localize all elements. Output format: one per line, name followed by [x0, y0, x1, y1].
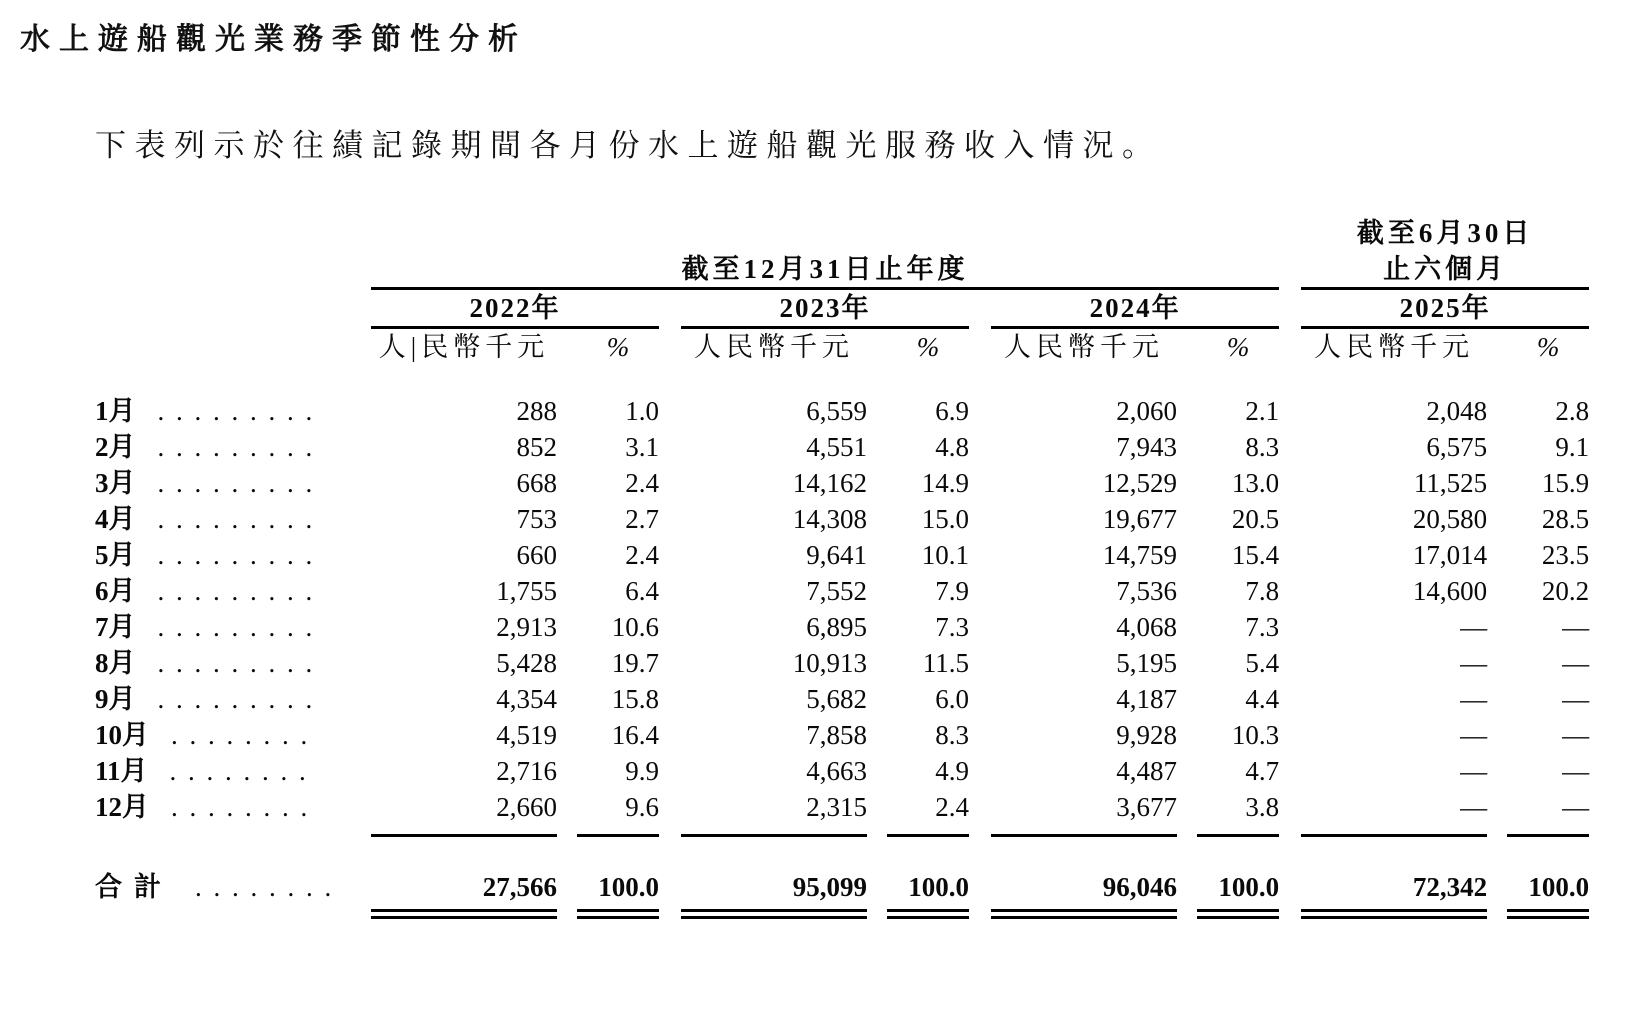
spacer-row: [95, 365, 1589, 393]
table-row-apr: [95, 501, 1589, 537]
pct-2023: 15.0: [921, 504, 969, 534]
total-value-2023: 95,099: [792, 872, 867, 902]
dot-leader: . . . . . . . . .: [157, 540, 315, 570]
month-label: 1月: [95, 396, 136, 426]
table-row-sep: [95, 681, 1589, 717]
percent-unit-2025: %: [1536, 332, 1560, 362]
value-2024: 7,536: [1116, 576, 1177, 606]
single-rule: [1301, 825, 1487, 837]
year-header-2023: 2023年: [681, 289, 969, 328]
value-2025-emdash: —: [1460, 612, 1488, 642]
dot-leader: . . . . . . . .: [169, 756, 309, 786]
pct-2025-emdash: —: [1562, 648, 1590, 678]
single-rule: [1197, 825, 1279, 837]
pct-2023: 14.9: [921, 468, 969, 498]
double-rule: [887, 905, 969, 919]
pct-2024: 20.5: [1231, 504, 1280, 534]
pct-2022: 2.4: [625, 540, 659, 570]
value-2024: 5,195: [1116, 648, 1177, 678]
value-2022: 753: [516, 504, 557, 534]
table-row-jun: [95, 573, 1589, 609]
value-2023: 14,162: [792, 468, 867, 498]
pct-2025-emdash: —: [1562, 756, 1590, 786]
pct-2022: 15.8: [611, 684, 659, 714]
pct-2023: 7.9: [935, 576, 969, 606]
double-rule: [371, 905, 557, 919]
value-2022: 4,354: [496, 684, 557, 714]
pct-2024: 10.3: [1231, 720, 1280, 750]
intro-paragraph: 下表列示於往績記錄期間各月份水上遊船觀光服務收入情況。: [95, 128, 1162, 163]
percent-unit-2022: %: [606, 332, 630, 362]
double-rule: [991, 905, 1177, 919]
total-pct-2025: 100.0: [1528, 872, 1590, 902]
pct-2022: 10.6: [611, 612, 659, 642]
value-2022: 852: [516, 432, 557, 462]
pct-2024: 15.4: [1231, 540, 1280, 570]
value-2022: 4,519: [496, 720, 557, 750]
pct-2022: 6.4: [625, 576, 659, 606]
dot-leader: . . . . . . . .: [171, 792, 310, 822]
pct-2024: 13.0: [1231, 468, 1280, 498]
interim-header-line2: 止六個月: [1383, 254, 1508, 284]
pct-2024: 5.4: [1245, 648, 1280, 678]
pct-2023: 4.9: [935, 756, 969, 786]
dot-leader: . . . . . . . . .: [157, 396, 315, 426]
value-2025: 6,575: [1426, 432, 1488, 462]
value-2022: 288: [516, 396, 557, 426]
double-rule: [681, 905, 867, 919]
value-2025-emdash: —: [1460, 792, 1488, 822]
value-2023: 5,682: [806, 684, 867, 714]
value-2025: 20,580: [1412, 504, 1488, 534]
dot-leader: . . . . . . . . .: [157, 468, 315, 498]
value-2022: 660: [516, 540, 557, 570]
pct-2024: 7.3: [1245, 612, 1280, 642]
pct-2024: 4.7: [1245, 756, 1280, 786]
value-2023: 7,858: [806, 720, 867, 750]
total-pct-2024: 100.0: [1218, 872, 1280, 902]
value-2022: 2,913: [496, 612, 557, 642]
value-2024: 4,487: [1116, 756, 1177, 786]
single-rule-row: [95, 825, 1589, 837]
pct-2022: 2.4: [625, 468, 659, 498]
value-2023: 7,552: [806, 576, 867, 606]
month-label: 5月: [95, 540, 136, 570]
value-2022: 5,428: [496, 648, 557, 678]
annual-period-header: 截至12月31日止年度: [371, 215, 1279, 289]
total-value-2025: 72,342: [1412, 872, 1488, 902]
pct-2023: 2.4: [935, 792, 969, 822]
pct-2022: 19.7: [611, 648, 659, 678]
value-2025-emdash: —: [1460, 684, 1488, 714]
pct-2024: 2.1: [1245, 396, 1280, 426]
pct-2025: 9.1: [1555, 432, 1590, 462]
currency-unit-2023: 人民幣千元: [694, 332, 854, 362]
double-rule: [1301, 905, 1487, 919]
group-header-row: [95, 215, 1589, 289]
double-rule: [577, 905, 659, 919]
table-row-dec: [95, 789, 1589, 825]
value-2023: 14,308: [792, 504, 867, 534]
page-title: 水上遊船觀光業務季節性分析: [20, 23, 527, 56]
single-rule: [371, 825, 557, 837]
value-2025: 14,600: [1412, 576, 1488, 606]
pct-2025-emdash: —: [1562, 792, 1590, 822]
total-value-2022: 27,566: [482, 872, 557, 902]
value-2023: 4,663: [806, 756, 867, 786]
value-2024: 19,677: [1102, 504, 1177, 534]
table-row-mar: [95, 465, 1589, 501]
pct-2022: 3.1: [625, 432, 659, 462]
year-header-2022: 2022年: [371, 289, 659, 328]
month-label: 4月: [95, 504, 136, 534]
value-2024: 9,928: [1116, 720, 1177, 750]
value-2023: 9,641: [806, 540, 867, 570]
pct-2023: 11.5: [922, 648, 969, 678]
pct-2024: 4.4: [1245, 684, 1280, 714]
pct-2023: 10.1: [921, 540, 969, 570]
percent-unit-2023: %: [916, 332, 940, 362]
single-rule: [681, 825, 867, 837]
month-label: 6月: [95, 576, 136, 606]
value-2022: 1,755: [496, 576, 557, 606]
dot-leader: . . . . . . . . .: [157, 504, 315, 534]
pct-2022: 9.9: [625, 756, 659, 786]
pct-2022: 9.6: [625, 792, 659, 822]
total-value-2024: 96,046: [1102, 872, 1177, 902]
value-2024: 3,677: [1116, 792, 1177, 822]
month-label: 8月: [95, 648, 136, 678]
table-row-feb: [95, 429, 1589, 465]
value-2023: 6,895: [806, 612, 867, 642]
pct-2024: 3.8: [1245, 792, 1280, 822]
double-rule: [1507, 905, 1589, 919]
single-rule: [991, 825, 1177, 837]
month-label: 2月: [95, 432, 136, 462]
dot-leader: . . . . . . . . .: [157, 612, 315, 642]
pct-2022: 2.7: [625, 504, 659, 534]
pct-2025: 2.8: [1555, 396, 1590, 426]
value-2024: 14,759: [1102, 540, 1177, 570]
double-rule-row: [95, 905, 1589, 919]
pct-2023: 6.9: [935, 396, 969, 426]
double-rule: [1197, 905, 1279, 919]
month-label: 7月: [95, 612, 136, 642]
value-2024: 7,943: [1116, 432, 1177, 462]
dot-leader: . . . . . . . . .: [157, 576, 315, 606]
unit-header-row: [95, 328, 1589, 366]
month-label: 12月: [95, 792, 149, 822]
currency-unit-2024: 人民幣千元: [1004, 332, 1164, 362]
dot-leader: . . . . . . . . .: [157, 648, 315, 678]
value-2024: 12,529: [1102, 468, 1177, 498]
value-2024: 4,068: [1116, 612, 1177, 642]
month-label: 10月: [95, 720, 149, 750]
currency-unit-2022: 人|民幣千元: [378, 332, 550, 362]
pct-2025-emdash: —: [1562, 684, 1590, 714]
value-2025-emdash: —: [1460, 756, 1488, 786]
value-2023: 4,551: [806, 432, 867, 462]
pct-2025: 28.5: [1541, 504, 1590, 534]
pct-2024: 8.3: [1245, 432, 1280, 462]
table-row-jul: [95, 609, 1589, 645]
year-header-2025: 2025年: [1301, 289, 1589, 328]
value-2024: 4,187: [1116, 684, 1177, 714]
pct-2025: 23.5: [1541, 540, 1590, 570]
year-header-row: [95, 289, 1589, 328]
dot-leader: . . . . . . . .: [195, 872, 334, 902]
currency-unit-2025: 人民幣千元: [1314, 332, 1475, 362]
pct-2023: 6.0: [935, 684, 969, 714]
pct-2022: 16.4: [611, 720, 659, 750]
single-rule: [1507, 825, 1589, 837]
value-2023: 6,559: [806, 396, 867, 426]
dot-leader: . . . . . . . . .: [157, 684, 315, 714]
total-pct-2022: 100.0: [598, 872, 659, 902]
value-2025-emdash: —: [1460, 720, 1488, 750]
value-2022: 668: [516, 468, 557, 498]
dot-leader: . . . . . . . . .: [157, 432, 315, 462]
interim-header-line1: 截至6月30日: [1356, 218, 1534, 248]
single-rule: [887, 825, 969, 837]
total-row: [95, 837, 1589, 905]
month-label: 3月: [95, 468, 136, 498]
pct-2023: 4.8: [935, 432, 969, 462]
pct-2025: 15.9: [1541, 468, 1590, 498]
value-2023: 10,913: [792, 648, 867, 678]
single-rule: [577, 825, 659, 837]
value-2025: 11,525: [1413, 468, 1488, 498]
monthly-revenue-table: [95, 215, 1589, 919]
value-2022: 2,716: [496, 756, 557, 786]
pct-2025-emdash: —: [1562, 612, 1590, 642]
interim-period-header: [1301, 215, 1589, 289]
pct-2023: 7.3: [935, 612, 969, 642]
value-2025-emdash: —: [1460, 648, 1488, 678]
percent-unit-2024: %: [1226, 332, 1250, 362]
year-header-2024: 2024年: [991, 289, 1279, 328]
pct-2023: 8.3: [935, 720, 969, 750]
table-row-aug: [95, 645, 1589, 681]
pct-2024: 7.8: [1245, 576, 1280, 606]
pct-2025: 20.2: [1541, 576, 1590, 606]
table-row-may: [95, 537, 1589, 573]
value-2025: 2,048: [1426, 396, 1488, 426]
month-label: 11月: [95, 756, 148, 786]
table-row-jan: [95, 393, 1589, 429]
pct-2022: 1.0: [625, 396, 659, 426]
total-label: 合計: [95, 872, 173, 902]
table-row-oct: [95, 717, 1589, 753]
value-2022: 2,660: [496, 792, 557, 822]
value-2025: 17,014: [1412, 540, 1488, 570]
total-pct-2023: 100.0: [908, 872, 969, 902]
table-row-nov: [95, 753, 1589, 789]
value-2024: 2,060: [1116, 396, 1177, 426]
value-2023: 2,315: [806, 792, 867, 822]
pct-2025-emdash: —: [1562, 720, 1590, 750]
dot-leader: . . . . . . . .: [171, 720, 310, 750]
month-label: 9月: [95, 684, 136, 714]
